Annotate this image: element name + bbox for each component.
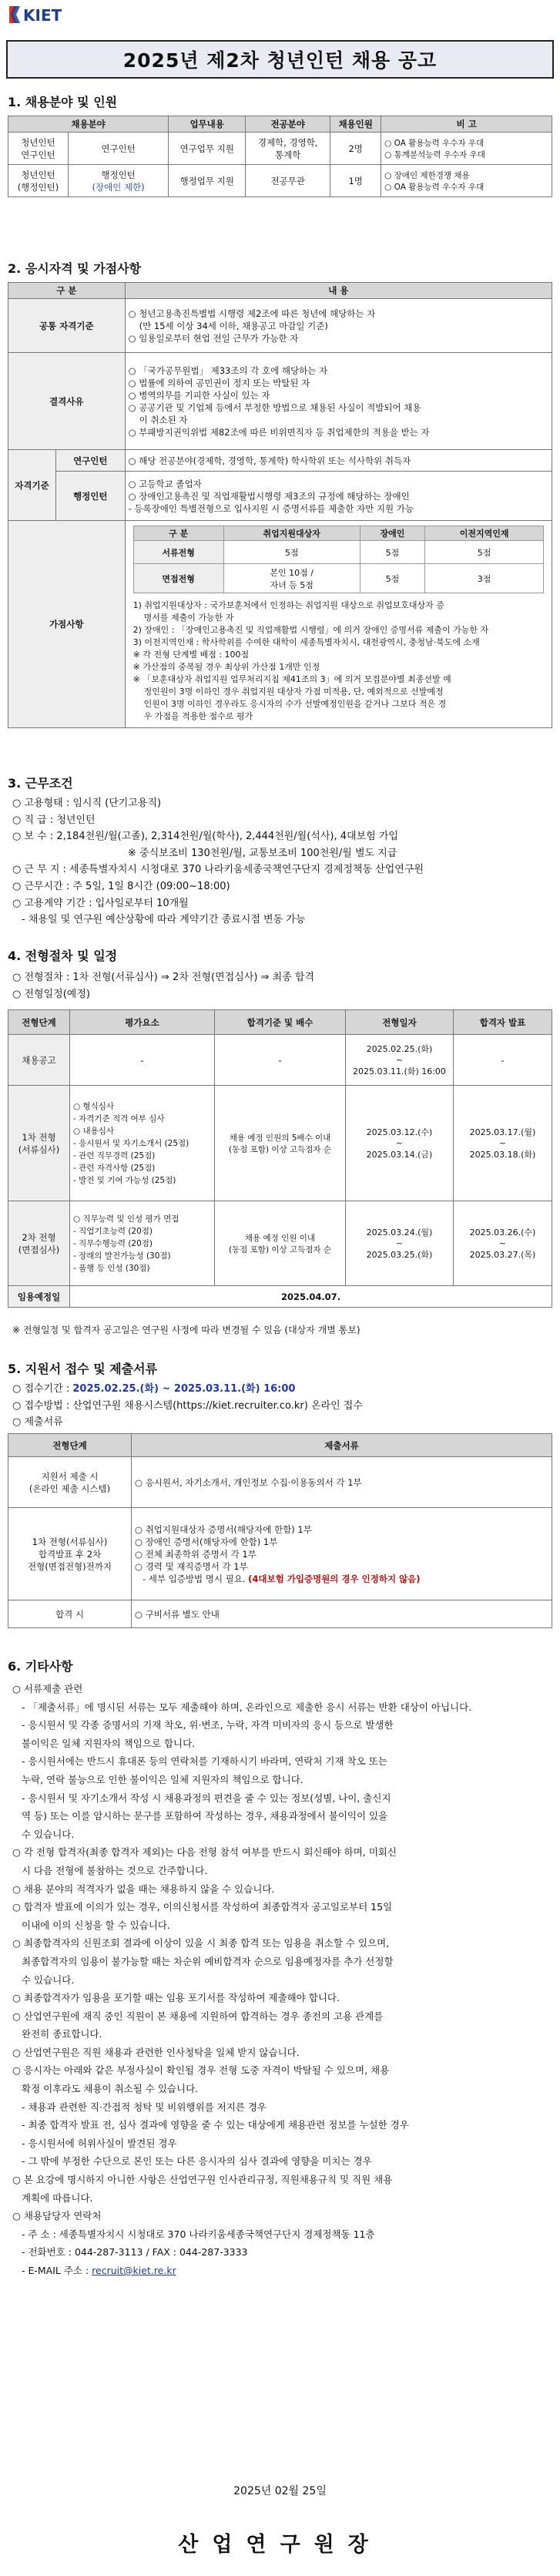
note-line: ○ 본 요강에 명시하지 아니한 사항은 산업연구원 인사관리규정, 직원채용규칙 및 직원 채용 xyxy=(12,2174,393,2186)
note-line: - 응시원서 및 각종 증명서의 기재 착오, 위·변조, 누락, 자격 미비자의 응시 등으로 발생한 xyxy=(22,1719,394,1731)
section-4-heading: 4. 전형절차 및 일정 xyxy=(8,949,118,963)
bonus-col: 구 분 xyxy=(133,526,223,541)
eval-cell xyxy=(70,1201,215,1286)
col-doc-stage: 전형단계 xyxy=(8,1434,132,1457)
bonus-note: ※ 각 전형 단계별 배점 : 100점 xyxy=(132,650,250,660)
col-note: 비 고 xyxy=(381,116,552,133)
doc-line: ○ 취업지원대상자 증명서(해당자에 한함) 1부 xyxy=(135,1523,312,1535)
footer-date: 2025년 02월 25일 xyxy=(233,2485,327,2497)
start-date-label: 임용예정일 xyxy=(8,1286,70,1308)
sub-field-cell xyxy=(69,165,169,197)
eval-line: - 관련 자격사항 (25점) xyxy=(73,1163,156,1173)
bonus-content xyxy=(125,521,552,728)
qualification-label: 자격기준 xyxy=(8,450,56,521)
admin-intern-label: 행정인턴 xyxy=(56,472,126,521)
note-line: - 응시원서 및 자기소개서 작성 시 채용과정의 편견을 줄 수 있는 정보(성별, 나이, 출신지 xyxy=(22,1792,391,1804)
note-line: ○ 최종합격자가 임용을 포기할 때는 임용 포기서를 작성하여 제출해야 합니다. xyxy=(12,1992,340,2004)
bonus-value: 3점 xyxy=(425,564,544,593)
doc-line: ○ 전체 최종학위 증명서 각 1부 xyxy=(135,1548,257,1560)
col-stage: 전형단계 xyxy=(8,1010,70,1035)
docs-label: ○ 제출서류 xyxy=(12,1416,63,1429)
section-5-heading: 5. 지원서 접수 및 제출서류 xyxy=(8,1362,158,1376)
bonus-row-label: 서류전형 xyxy=(133,541,223,564)
eval-line: - 자격기준 적격 여부 심사 xyxy=(73,1113,165,1123)
bonus-note: ※ 가산점의 중복될 경우 최상위 가산점 1개만 인정 xyxy=(132,662,320,672)
common-line: ○ 임용일로부터 현업 전일 근무가 가능한 자 xyxy=(128,332,299,344)
col-major: 전공분야 xyxy=(246,116,330,133)
section-6-heading: 6. 기타사항 xyxy=(8,1659,73,1674)
doc-stage-cell: 지원서 제출 시 (온라인 제출 시스템) xyxy=(8,1457,132,1508)
work-conditions xyxy=(12,795,548,929)
col-criteria: 합격기준 및 배수 xyxy=(215,1010,346,1035)
note-line: 계획에 따릅니다. xyxy=(22,2191,93,2204)
note-line: - 최종 합격자 발표 전, 심사 결과에 영향을 줄 수 있는 대상에게 채용관련 정보를 누설한 경우 xyxy=(22,2119,409,2131)
note-line: 역 등) 또는 이를 암시하는 문구를 포함하여 작성하는 경우, 채용과정에서 불이익이 있을 xyxy=(22,1810,388,1822)
note-line xyxy=(12,2262,548,2280)
kiet-logo xyxy=(6,3,80,26)
eval-line: - 장래의 발전가능성 (30점) xyxy=(73,1251,171,1261)
disq-line: ○ 병역의무를 기피한 사실이 있는 자 xyxy=(128,389,270,401)
doc-stage-cell: 1차 전형(서류심사) 합격발표 후 2차 전형(면접전형)전까지 xyxy=(8,1508,132,1600)
schedule-table xyxy=(8,1009,552,1308)
note-line: - 주 소 : 세종특별자치시 시청대로 370 나라키움세종국책연구단지 경제정책동 11층 xyxy=(22,2228,375,2240)
announce-cell: 2025.03.17.(월) ~ 2025.03.18.(화) xyxy=(454,1086,552,1201)
schedule-note: ※ 전형일정 및 합격자 공고일은 연구원 사정에 따라 변경될 수 있음 (대상자 개별 통보) xyxy=(12,1325,360,1335)
col-eval: 평가요소 xyxy=(70,1010,215,1035)
section-3-heading: 3. 근무조건 xyxy=(8,776,73,791)
condition-line: - 채용일 및 연구원 예산상황에 따라 계약기간 종료시점 변동 가능 xyxy=(22,914,306,926)
note-cell: ○ 장애인 제한경쟁 채용 ○ OA 활용능력 우수자 우대 xyxy=(381,165,552,197)
date-cell: 2025.02.25.(화) ~ 2025.03.11.(화) 16:00 xyxy=(346,1035,454,1086)
method-line: ○ 접수방법 : 산업연구원 채용시스템(https://kiet.recruiter.co.kr) 온라인 접수 xyxy=(12,1399,363,1412)
note-line: 불이익은 일체 지원자의 책임으로 합니다. xyxy=(22,1737,196,1749)
process-intro xyxy=(12,969,548,1003)
doc-line: ○ 장애인 증명서(해당자에 한함) 1부 xyxy=(135,1536,278,1547)
eval-line: - 품행 등 인성 (30점) xyxy=(73,1263,150,1273)
field-cell: 청년인턴 연구인턴 xyxy=(8,133,69,165)
disqualification-label: 결격사유 xyxy=(8,353,126,450)
major-cell: 경제학, 경영학, 통계학 xyxy=(246,133,330,165)
sub-field-cell: 연구인턴 xyxy=(69,133,169,165)
note-line: - 그 밖에 부정한 수단으로 본인 또는 다른 응시자의 심사 결과에 영향을 미치는 경우 xyxy=(22,2155,372,2168)
bonus-note: ※ 「보훈대상자 취업지원 업무처리지침 제41조의 3」에 의거 모집분야별 최종선발 예 xyxy=(132,674,451,684)
email-link[interactable]: recruit@kiet.re.kr xyxy=(92,2265,176,2276)
field-cell: 청년인턴 (행정인턴) xyxy=(8,165,69,197)
bonus-label: 가점사항 xyxy=(8,521,126,728)
date-cell: 2025.03.24.(월) ~ 2025.03.25.(화) xyxy=(346,1201,454,1286)
bonus-col: 취업지원대상자 xyxy=(223,526,360,541)
admin-intern-content xyxy=(125,472,552,521)
disq-line: ○ 법률에 의하여 공민권이 정지 또는 박탈된 자 xyxy=(128,377,310,388)
start-date-value: 2025.04.07. xyxy=(70,1286,552,1308)
bonus-value: 5점 xyxy=(425,541,544,564)
disq-line: 이 취소된 자 xyxy=(139,414,188,425)
doc-proof-warning: (4대보험 가입증명원의 경우 인정하지 않음) xyxy=(248,1573,421,1584)
eval-line: - 발전 및 기여 가능성 (25점) xyxy=(73,1175,176,1185)
footer-signature: 산업연구원장 xyxy=(178,2533,382,2557)
count-cell: 2명 xyxy=(330,133,381,165)
col-category: 구 분 xyxy=(8,283,126,299)
condition-line: ○ 보 수 : 2,184천원/월(고졸), 2,314천원/월(학사), 2,444천원/월(석사), 4대보험 가입 xyxy=(12,831,398,843)
note-line: - 응시원서에는 반드시 휴대폰 등의 연락처를 기재하시기 바라며, 연락처 기재 착오 또는 xyxy=(22,1755,387,1768)
disq-line: ○ 부패방지권익위법 제82조에 따른 비위면직자 등 취업제한의 적용을 받는 자 xyxy=(128,426,430,438)
condition-line: ○ 근 무 지 : 세종특별자치시 시청대로 370 나라키움세종국책연구단지 경제정책동 산업연구원 xyxy=(12,864,424,876)
note-line: ○ 최종합격자의 신원조회 결과에 이상이 있을 시 최종 합격 또는 임용을 취소할 수 있으며, xyxy=(12,1937,390,1950)
disqualification-content xyxy=(125,353,552,450)
condition-line: ○ 고용형태 : 임시직 (단기고용직) xyxy=(12,798,162,809)
period-line xyxy=(12,1381,548,1398)
condition-line: ○ 직 급 : 청년인턴 xyxy=(12,814,96,826)
doc-proof-note: - 세부 입증방법 명시 필요. xyxy=(143,1573,249,1584)
bonus-note: 1) 취업지원대상자 : 국가보훈처에서 인정하는 취업지원 대상으로 취업보호대상자 증 xyxy=(132,600,444,610)
date-cell: 2025.03.12.(수) ~ 2025.03.14.(금) xyxy=(346,1086,454,1201)
work-cell: 연구업무 지원 xyxy=(169,133,246,165)
bonus-col: 장애인 xyxy=(360,526,425,541)
note-line: 시 다음 전형에 불참하는 것으로 간주합니다. xyxy=(22,1864,208,1876)
eval-line: ○ 내용심사 xyxy=(73,1126,115,1136)
bonus-note: 명서를 제출이 가능한 자 xyxy=(143,613,234,623)
work-cell: 행정업무 지원 xyxy=(169,165,246,197)
condition-line: ○ 근무시간 : 주 5일, 1일 8시간 (09:00~18:00) xyxy=(12,880,230,892)
note-line: 완전히 종료합니다. xyxy=(22,2028,102,2040)
announce-cell: - xyxy=(454,1035,552,1086)
bonus-notes xyxy=(133,599,544,723)
bonus-row-label: 면접전형 xyxy=(133,564,223,593)
bonus-value: 5점 xyxy=(360,564,425,593)
research-intern-label: 연구인턴 xyxy=(56,450,126,472)
col-field: 채용분야 xyxy=(8,116,169,133)
bonus-value: 본인 10점 / 자녀 등 5점 xyxy=(223,564,360,593)
bonus-value: 5점 xyxy=(223,541,360,564)
note-line: - 「제출서류」에 명시된 서류는 모두 제출해야 하며, 온라인으로 제출한 응시 서류는 반환 대상이 아닙니다. xyxy=(22,1701,472,1713)
doc-stage-cell: 합격 시 xyxy=(8,1600,132,1628)
other-notes xyxy=(12,1680,548,2280)
period-value: 2025.02.25.(화) ~ 2025.03.11.(화) 16:00 xyxy=(72,1383,296,1395)
recruit-field-table xyxy=(8,116,552,197)
bonus-note: 인원이 3명 이하인 경우라도 응시자의 수가 선발예정인원을 같거나 그보다 적은 경 xyxy=(143,699,447,709)
criteria-cell: - xyxy=(215,1035,346,1086)
col-work: 업무내용 xyxy=(169,116,246,133)
note-line: ○ 합격자 발표에 이의가 있는 경우, 이의신청서를 작성하여 최종합격자 공고일로부터 15일 xyxy=(12,1901,393,1913)
note-line: 수 있습니다. xyxy=(22,1973,75,1986)
section-1-heading: 1. 채용분야 및 인원 xyxy=(8,95,118,109)
documents-table xyxy=(8,1433,552,1628)
bonus-note: 2) 장애인 : 「장애인고용촉진 및 직업재활법 시행령」에 의거 장애인 증명서류 제출이 가능한 자 xyxy=(132,625,489,635)
note-line: ○ 서류제출 관련 xyxy=(12,1683,83,1694)
bonus-note: 우 가점을 적용한 점수로 평가 xyxy=(143,711,253,721)
admin-line: - 등록장애인 특별전형으로 입사지원 시 증명서류를 제출한 자만 지원 가능 xyxy=(128,502,414,514)
disq-line: ○ 「국가공무원법」 제33조의 각 호에 해당하는 자 xyxy=(128,364,328,376)
eval-line: ○ 형식심사 xyxy=(73,1101,115,1111)
admin-line: ○ 고등학교 졸업자 xyxy=(128,478,202,489)
eval-line: - 관련 직무경력 (25점) xyxy=(73,1150,156,1160)
note-line: 수 있습니다. xyxy=(22,1828,75,1840)
disq-line: ○ 공공기관 및 기업체 등에서 부정한 방법으로 채용된 사실이 적발되어 채용 xyxy=(128,401,421,413)
bonus-note: 3) 이전지역인재 : 학사학위를 수여한 대학이 세종특별자치시, 대전광역시, 충청남·북도에 소재 xyxy=(132,637,480,647)
col-date: 전형일자 xyxy=(346,1010,454,1035)
note-line: ○ 산업연구원에 재직 중인 직원이 본 채용에 지원하여 합격하는 경우 종전의 고용 관계를 xyxy=(12,2010,384,2022)
col-docs: 제출서류 xyxy=(132,1434,552,1457)
process-line: ○ 전형일정(예정) xyxy=(12,988,90,1000)
col-count: 채용인원 xyxy=(330,116,381,133)
count-cell: 1명 xyxy=(330,165,381,197)
bonus-value: 5점 xyxy=(360,541,425,564)
note-line: - 채용과 관련한 직·간접적 청탁 및 비위행위를 저지른 경우 xyxy=(22,2101,267,2113)
sub-field-restriction: (장애인 제한) xyxy=(92,181,145,193)
research-intern-content: ○ 해당 전공분야(경제학, 경영학, 통계학) 학사학위 또는 석사학위 취득자 xyxy=(125,450,552,472)
announce-cell: 2025.03.26.(수) ~ 2025.03.27.(목) xyxy=(454,1201,552,1286)
period-label: ○ 접수기간 : xyxy=(12,1383,73,1395)
note-line: 최종합격자의 임용이 불가능할 때는 차순위 예비합격자 순으로 임용예정자를 추가 선정할 xyxy=(22,1955,394,1967)
note-line: - 응시원서에 허위사실이 발견된 경우 xyxy=(22,2137,177,2149)
common-line: (만 15세 이상 34세 이하, 채용공고 마감일 기준) xyxy=(139,320,328,331)
eval-line: - 직업기초능력 (20점) xyxy=(73,1226,153,1236)
section-2-heading: 2. 응시자격 및 가점사항 xyxy=(8,261,142,276)
application-info xyxy=(12,1381,548,1431)
admin-line: ○ 장애인고용촉진 및 직업재활법시행령 제3조의 규정에 해당하는 장애인 xyxy=(128,490,410,502)
major-cell: 전공무관 xyxy=(246,165,330,197)
bonus-table xyxy=(133,526,544,593)
col-content: 내 용 xyxy=(125,283,552,299)
docs-cell: ○ 응시원서, 자기소개서, 개인정보 수집·이용동의서 각 1부 xyxy=(132,1457,552,1508)
condition-line: ※ 중식보조비 130천원/월, 교통보조비 100천원/월 별도 지급 xyxy=(128,847,397,859)
common-line: ○ 청년고용촉진특별법 시행령 제2조에 따른 청년에 해당하는 자 xyxy=(128,307,376,319)
note-line: 누락, 연락 불능으로 인한 불이익은 일체 지원자의 책임으로 합니다. xyxy=(22,1773,303,1785)
stage-cell: 2차 전형 (면접심사) xyxy=(8,1201,70,1286)
doc-line xyxy=(135,1573,548,1585)
criteria-cell: 채용 예정 인원의 5배수 이내 (동점 포함) 이상 고득점자 순 xyxy=(215,1086,346,1201)
note-cell: ○ OA 활용능력 우수자 우대 ○ 통계분석능력 우수자 우대 xyxy=(381,133,552,165)
eval-line: ○ 직무능력 및 인성 평가 면접 xyxy=(73,1214,179,1224)
note-line: - 전화번호 : 044-287-3113 / FAX : 044-287-3333 xyxy=(22,2246,248,2259)
eval-line: - 응시원서 및 자기소개서 (25점) xyxy=(73,1138,189,1148)
col-announce: 합격자 발표 xyxy=(454,1010,552,1035)
note-line: ○ 채용담당자 연락처 xyxy=(12,2210,102,2222)
eval-line: - 직무수행능력 (20점) xyxy=(73,1238,153,1248)
logo-text: KIET xyxy=(23,6,62,25)
email-label: - E-MAIL 주소 : xyxy=(22,2265,92,2276)
condition-line: ○ 고용계약 기간 : 입사일로부터 10개월 xyxy=(12,897,189,909)
doc-line: ○ 경력 및 재직증명서 각 1부 xyxy=(135,1560,248,1572)
common-content xyxy=(125,299,552,353)
note-line: ○ 응시자는 아래와 같은 부정사실이 확인될 경우 전형 도중 자격이 박탈될 수 있으며, 채용 xyxy=(12,2064,390,2077)
bonus-col: 이전지역인재 xyxy=(425,526,544,541)
page-title: 2025년 제2차 청년인턴 채용 공고 xyxy=(6,40,554,79)
common-label: 공통 자격기준 xyxy=(8,299,126,353)
eval-cell: - xyxy=(70,1035,215,1086)
sub-field-label: 행정인턴 xyxy=(101,169,136,180)
stage-cell: 1차 전형 (서류심사) xyxy=(8,1086,70,1201)
process-line: ○ 전형절차 : 1차 전형(서류심사) ⇒ 2차 전형(면접심사) ⇒ 최종 합격 xyxy=(12,972,314,983)
note-line: ○ 각 전형 합격자(최종 합격자 제외)는 다음 전형 참석 여부를 반드시 회신해야 하며, 미회신 xyxy=(12,1846,397,1859)
note-line: 확정 이후라도 채용이 취소될 수 있습니다. xyxy=(22,2083,199,2095)
stage-cell: 채용공고 xyxy=(8,1035,70,1086)
note-line: 이내에 이의 신청을 할 수 있습니다. xyxy=(22,1919,170,1931)
docs-cell: ○ 구비서류 별도 안내 xyxy=(132,1600,552,1628)
bonus-note: 정인원이 3명 이하인 경우 취업지원 대상자 가점 미적용, 단, 예외적으로 선발예정 xyxy=(143,687,444,697)
note-line: ○ 채용 분야의 적격자가 없을 때는 채용하지 않을 수 있습니다. xyxy=(12,1882,275,1895)
qualification-table xyxy=(8,282,552,728)
note-line: ○ 산업연구원은 직원 채용과 관련한 인사청탁을 일체 받지 않습니다. xyxy=(12,2046,300,2058)
docs-cell xyxy=(132,1508,552,1600)
eval-cell xyxy=(70,1086,215,1201)
criteria-cell: 채용 예정 인원 이내 (동점 포함) 이상 고득점자 순 xyxy=(215,1201,346,1286)
